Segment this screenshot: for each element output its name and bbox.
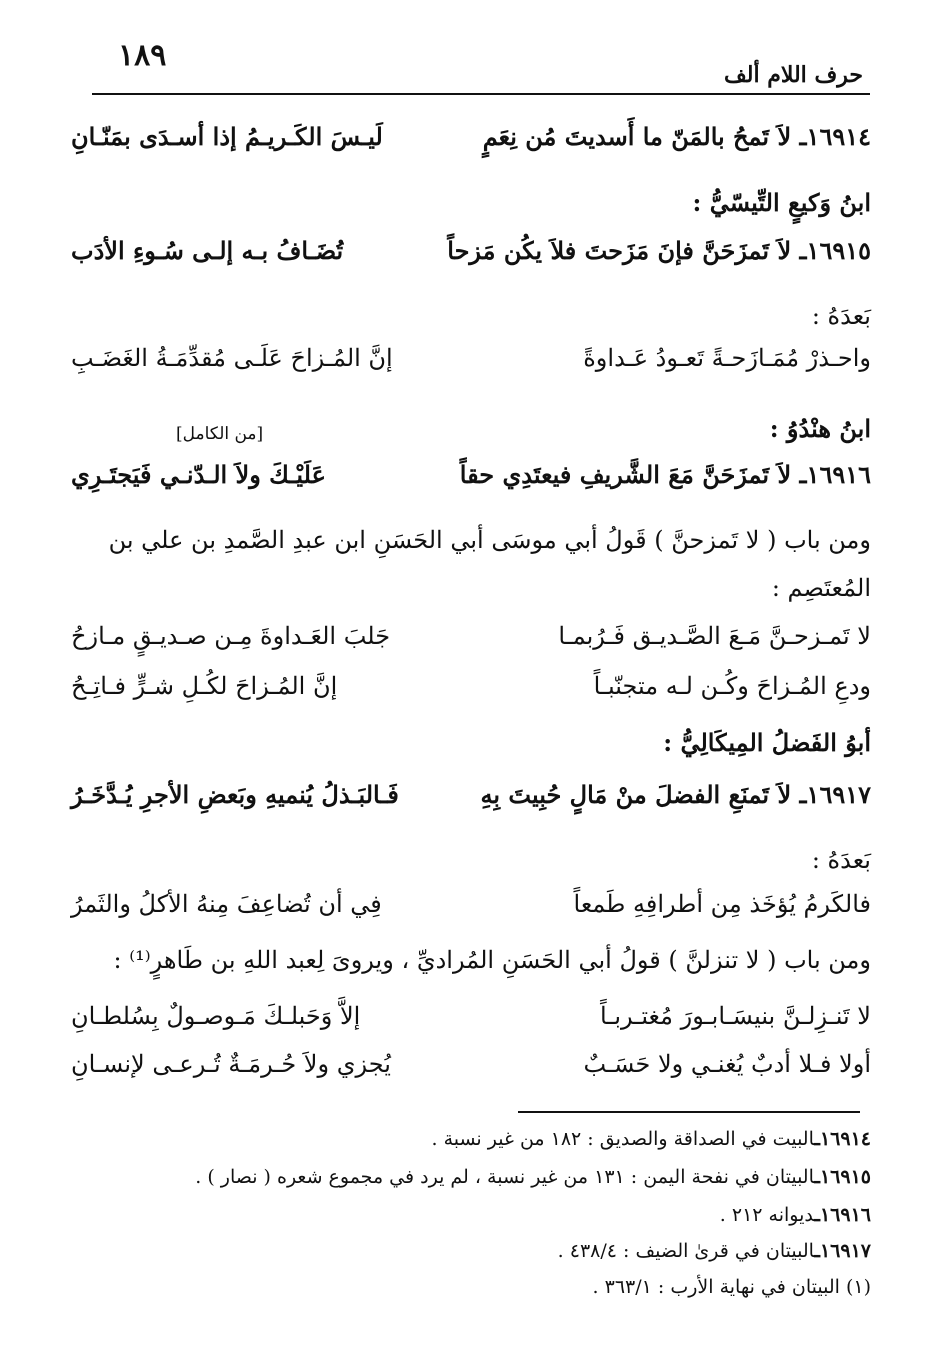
running-head: حرف اللام ألف — [723, 62, 863, 88]
label-after: بَعدَهُ : — [811, 302, 871, 330]
label-after: بَعدَهُ : — [811, 846, 871, 874]
verse-16915 — [71, 236, 871, 282]
meter-label: [من الكامل] — [176, 424, 264, 444]
verse-quoted — [71, 622, 871, 668]
hemistich-first: ودعِ المُـزاحَ وكُـن لـه متجنّبـاً — [593, 672, 871, 700]
hemistich-second: يُجزي ولاَ حُـرمَـةٌ تُـرعـى لإنسـانِ — [71, 1050, 391, 1078]
footnote-ref: (١) — [845, 1276, 871, 1298]
hemistich-second: إنَّ المُـزاحَ لكُـلِ شـرٍّ فـاتِـحُ — [71, 672, 338, 700]
hemistich-second: إلاَّ وَحَبلـكَ مَـوصـولٌ بِسُلطـانِ — [71, 1002, 361, 1030]
hemistich-second: فِي أن تُضاعِفَ مِنهُ الأكلُ والثَمرُ — [71, 890, 382, 918]
footnote — [195, 1166, 871, 1188]
hemistich-first: واحـذرْ مُمَـازَحـةً تَعـودُ عَـداوةً — [583, 344, 871, 372]
footnote-text: البيت في الصداقة والصديق : ١٨٢ من غير نسبة . — [431, 1128, 815, 1150]
prose-line: ومن باب ( لا تنزلنَّ ) قولُ أبي الحَسَنِ المُراديِّ ، ويروىَ لِعبد اللهِ بن طَاهرٍ⁽¹⁾ : — [113, 946, 871, 974]
hemistich-second: تُضَـافُ بـه إلـى سُـوءِ الأدَب — [71, 236, 344, 265]
footnote-text: البيتان في قرىٰ الضيف : ٤٣٨/٤ . — [557, 1240, 815, 1262]
hemistich-first: أولا فـلا أدبٌ يُغنـي ولا حَسَـبٌ — [583, 1050, 871, 1078]
hemistich-second: فَـالبَـذلُ يُنميهِ وبَعضِ الأجرِ يُـدَّخَـرُ — [71, 780, 399, 809]
verse-quoted — [71, 1050, 871, 1096]
poet-name: ابنُ وَكيعٍ التِّيسّيُّ : — [692, 188, 871, 217]
hemistich-second: عَلَيْـكَ ولاَ الـدّنـي فَيَجتَـرِي — [71, 460, 326, 489]
footnote-rule — [518, 1111, 860, 1113]
hemistich-first: ١٦٩١٤ـ لاَ تَمحُ بالمَنّ ما أَسديتَ مُن نِعَمٍ — [482, 122, 871, 151]
verse-16914 — [71, 122, 871, 168]
verse-16916 — [71, 460, 871, 506]
verse-continuation — [71, 344, 871, 390]
footnote-text: ديوانه ٢١٢ . — [719, 1204, 815, 1226]
poet-name: أبوُ الفَضلُ المِيكَالِيُّ : — [663, 728, 871, 757]
hemistich-second: إنَّ المُـزاحَ عَلَـى مُقدِّمَـةُ الغَضَـبِ — [71, 344, 393, 372]
hemistich-first: لا تَمـزحـنَّ مَـعَ الصَّـديـق فَـرُبمـا — [558, 622, 871, 650]
prose-line: المُعتَصِم : — [771, 574, 871, 602]
prose-line: ومن باب ( لا تَمزحنَّ ) قَولُ أبي موسَى أبي الحَسَنِ ابن عبدِ الصَّمدِ بن علي بن — [108, 526, 871, 554]
header-rule — [92, 93, 870, 95]
hemistich-second: لَيـسَ الكَـريـمُ إذا أسـدَى بمَنّـانِ — [71, 122, 383, 151]
hemistich-first: لا تَنـزِلـنَّ بنيسَـابـورَ مُغتـربـاً — [600, 1002, 871, 1030]
footnote — [431, 1128, 871, 1150]
page-number: ١٨٩ — [118, 38, 167, 73]
hemistich-first: ١٦٩١٥ـ لاَ تَمزَحَنَّ فإنَ مَزَحتَ فلاَ يكُن مَزحاً — [447, 236, 871, 265]
footnote-text: البيتان في نهاية الأرب : ٣٦٣/١ . — [592, 1276, 840, 1298]
hemistich-first: ١٦٩١٦ـ لاَ تَمزَحَنَّ مَعَ الشَّريفِ فيعتَدِي حقاً — [459, 460, 871, 489]
footnote-ref: ١٦٩١٤ـ — [814, 1128, 871, 1150]
footnote-ref: ١٦٩١٥ـ — [814, 1166, 871, 1188]
verse-quoted — [71, 1002, 871, 1048]
verse-16917 — [71, 780, 871, 826]
footnote-ref: ١٦٩١٦ـ — [814, 1204, 871, 1226]
footnote-ref: ١٦٩١٧ـ — [814, 1240, 871, 1262]
verse-quoted — [71, 672, 871, 718]
hemistich-first: ١٦٩١٧ـ لاَ تَمنَعِ الفضلَ منْ مَالٍ حُبِيتَ بِهِ — [480, 780, 871, 809]
footnote — [720, 1204, 871, 1226]
footnote — [558, 1240, 871, 1262]
verse-continuation — [71, 890, 871, 936]
footnote-text: البيتان في نفحة اليمن : ١٣١ من غير نسبة ، لم يرد في مجموع شعره ( نصار ) . — [195, 1166, 815, 1188]
poet-name: ابنُ هنْدُوُ : — [769, 414, 871, 443]
footnote — [593, 1276, 871, 1298]
hemistich-second: جَلبَ العَـداوةَ مِـن صـديـقٍ مـازحُ — [71, 622, 391, 650]
hemistich-first: فالكَرمُ يُؤخَذ مِن أطرافِهِ طَمعاً — [573, 890, 871, 918]
